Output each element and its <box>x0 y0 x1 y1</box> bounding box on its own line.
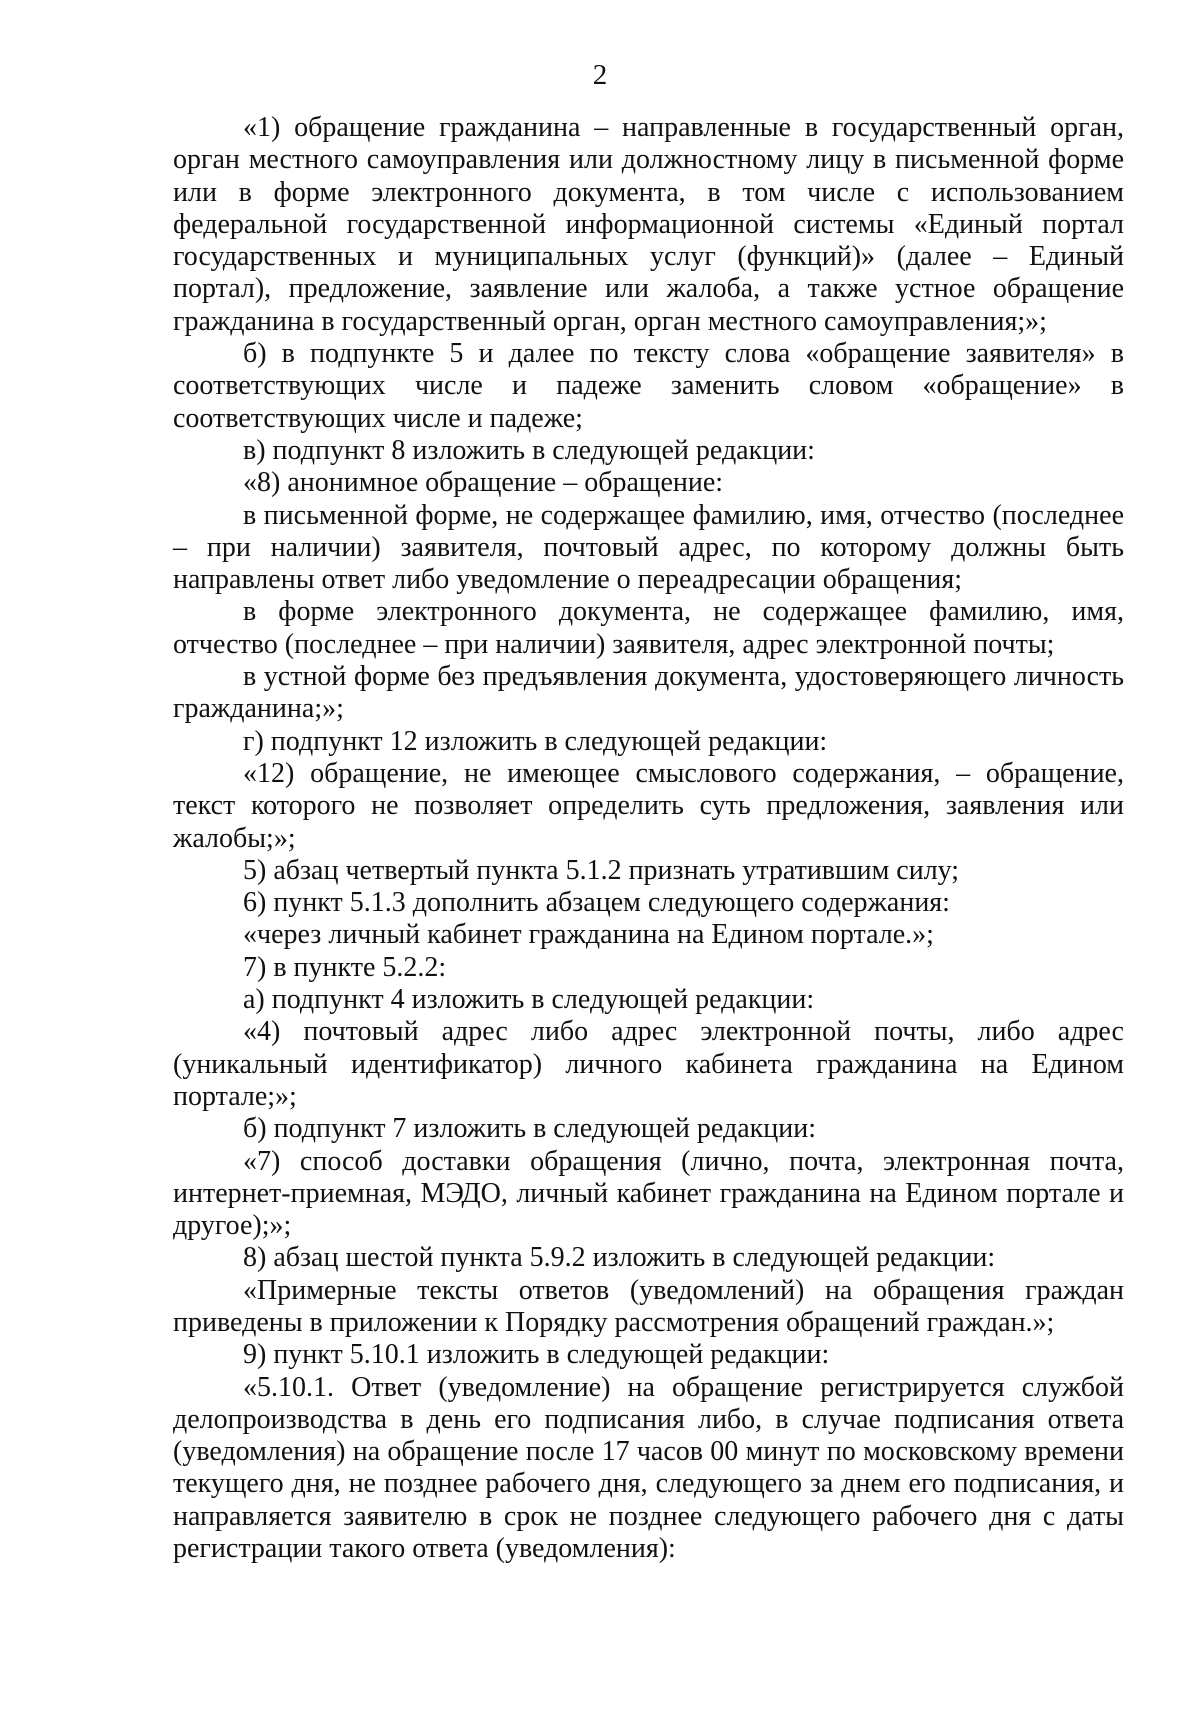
paragraph-19: «Примерные тексты ответов (уведомлений) на обращения граждан приведены в приложении к Порядку рассмотрения обращений граждан.»; <box>173 1274 1124 1338</box>
paragraph-10: 5) абзац четвертый пункта 5.1.2 признать утратившим силу; <box>243 854 960 886</box>
page-number: 2 <box>592 59 608 91</box>
document-body <box>173 112 1124 1565</box>
paragraph-13: 7) в пункте 5.2.2: <box>243 951 447 983</box>
paragraph-6: в форме электронного документа, не содержащее фамилию, имя, отчество (последнее – при наличии) заявителя, адрес электронной почты; <box>173 596 1124 660</box>
paragraph-3: в) подпункт 8 изложить в следующей редакции: <box>243 434 815 466</box>
paragraph-12: «через личный кабинет гражданина на Едином портале.»; <box>243 919 934 951</box>
paragraph-20: 9) пункт 5.10.1 изложить в следующей редакции: <box>243 1339 830 1371</box>
paragraph-17: «7) способ доставки обращения (лично, почта, электронная почта, интернет-приемная, МЭДО, личный кабинет гражданина на Едином портале и другое);»; <box>173 1145 1124 1242</box>
paragraph-15: «4) почтовый адрес либо адрес электронной почты, либо адрес (уникальный идентификатор) личного кабинета гражданина на Едином портале;»; <box>173 1016 1124 1112</box>
paragraph-8: г) подпункт 12 изложить в следующей редакции: <box>243 725 828 757</box>
paragraph-9: «12) обращение, не имеющее смыслового содержания, – обращение, текст которого не позволяет определить суть предложения, заявления или жалобы;»; <box>173 757 1124 854</box>
paragraph-5: в письменной форме, не содержащее фамилию, имя, отчество (последнее – при наличии) заявителя, почтовый адрес, по которому должны быть направлены ответ либо уведомление о переадресации обращения; <box>173 499 1124 596</box>
paragraph-11: 6) пункт 5.1.3 дополнить абзацем следующего содержания: <box>243 887 950 919</box>
paragraph-18: 8) абзац шестой пункта 5.9.2 изложить в следующей редакции: <box>243 1242 996 1274</box>
paragraph-7: в устной форме без предъявления документа, удостоверяющего личность гражданина;»; <box>173 661 1124 725</box>
paragraph-21: «5.10.1. Ответ (уведомление) на обращение регистрируется службой делопроизводства в день его подписания либо, в случае подписания ответа (уведомления) на обращение после 17 часов 00 минут по московскому времени текущего дня, не позднее рабочего дня, следующего за днем его подписания, и направляется заявителю в срок не позднее следующего рабочего дня с даты регистрации такого ответа (уведомления): <box>173 1371 1124 1565</box>
paragraph-14: а) подпункт 4 изложить в следующей редакции: <box>243 984 815 1016</box>
paragraph-1: «1) обращение гражданина – направленные в государственный орган, орган местного самоуправления или должностному лицу в письменной форме или в форме электронного документа, в том числе с использованием федеральной государственной информационной системы «Единый портал государственных и муниципальных услуг (функций)» (далее – Единый портал), предложение, заявление или жалоба, а также устное обращение гражданина в государственный орган, орган местного самоуправления;»; <box>173 112 1124 337</box>
paragraph-4: «8) анонимное обращение – обращение: <box>243 467 724 499</box>
paragraph-16: б) подпункт 7 изложить в следующей редакции: <box>243 1113 816 1145</box>
paragraph-2: б) в подпункте 5 и далее по тексту слова «обращение заявителя» в соответствующих числе и падеже заменить словом «обращение» в соответствующих числе и падеже; <box>173 338 1124 434</box>
